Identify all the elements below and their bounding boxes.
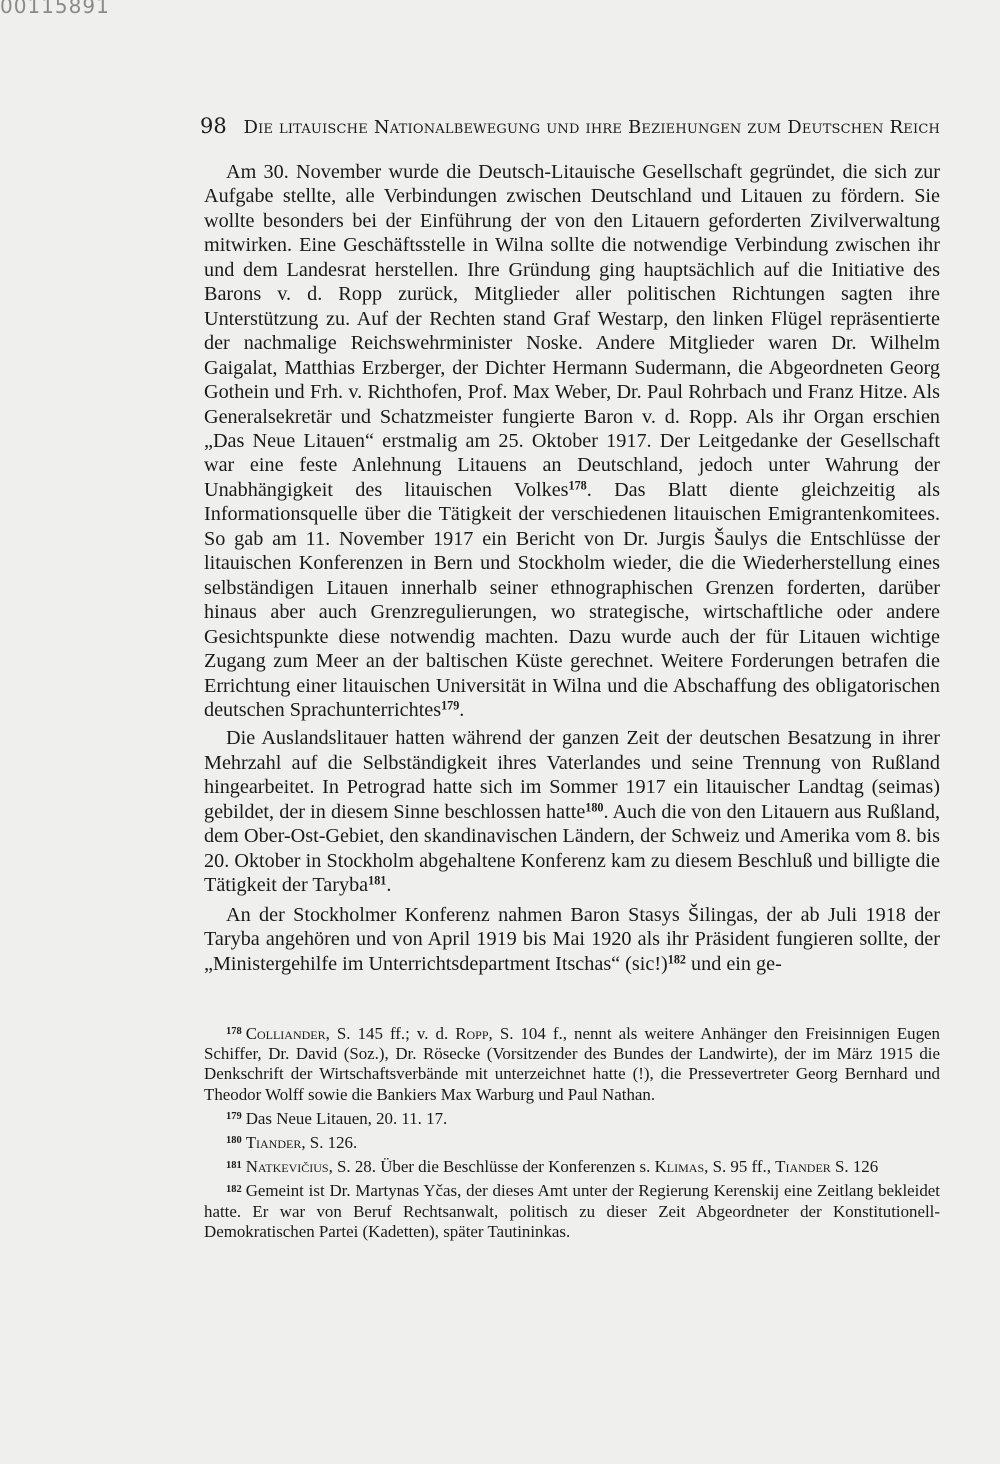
footnote-text: , S. 104 f., nennt als weitere Anhänger den Freisinnigen Eugen Schiffer, Dr. David (Soz.), Dr. Rösecke (Vorsitzender des Bundes der Landwirte), der im März 1915 die Denkschrift der Wirtschaftsverbände mit unterzeichnet hatte (!), die Pressevertreter Georg Bernhard und Theodor Wolff sowie die Bankiers Max Warburg und Paul Nathan. — [204, 1024, 940, 1104]
footnote — [204, 1133, 940, 1153]
footnotes — [204, 1024, 940, 1246]
footnote-ref: 182 — [667, 951, 686, 966]
footnote-ref: 178 — [568, 478, 587, 493]
text-run: . Das Blatt diente gleichzeitig als Informationsquelle über die Tätigkeit der verschiedenen litauischen Emigrantenkomitees. So gab am 11. November 1917 ein Bericht von Dr. Jurgis Šaulys die Entschlüsse der litauischen Konferenzen in Bern und Stockholm wieder, die die Wiederherstellung eines selbständigen Litauen innerhalb seiner ethnographischen Grenzen forderten, darüber hinaus aber auch Grenzregulierungen, wo strategische, wirtschaftliche oder andere Gesichtspunkte diese notwendig machten. Dazu wurde auch der für Litauen wichtige Zugang zum Meer an der baltischen Küste gerechnet. Weitere Forderungen betrafen die Errichtung einer litauischen Universität in Wilna und die Abschaffung des obligatorischen deutschen Sprachunterrichtes — [204, 478, 941, 721]
footnote — [204, 1157, 940, 1177]
text-run: . — [386, 874, 392, 897]
footnote-text: , S. 126. — [301, 1133, 358, 1153]
footnote-number: 181 — [226, 1159, 242, 1171]
paragraph — [204, 726, 940, 897]
text-run: Die Auslandslitauer hatten während der ganzen Zeit der deutschen Besatzung in ihrer Mehrzahl auf die Selbständigkeit ihres Vaterlandes und seine Trennung von Rußland hingearbeitet. In Petrograd hatte sich im Sommer 1917 ein litauischer Landtag (seimas) gebildet, der in diesem Sinne beschlossen hatte — [204, 727, 940, 823]
footnote-text: Gemeint ist Dr. Martynas Yčas, der dieses Amt unter der Regierung Kerenskij eine Zeitlang bekleidet hatte. Er war von Beruf Rechtsanwalt, politisch zu dieser Zeit Abgeordneter der Konstitutionell-Demokratischen Partei (Kadetten), später Tautininkas. — [204, 1181, 940, 1241]
footnote-ref: 181 — [368, 873, 387, 888]
paragraph — [204, 160, 940, 722]
footnote-ref: 179 — [441, 698, 460, 713]
footnote-text: , S. 145 ff.; v. d. — [325, 1024, 456, 1043]
text-run: . Auch die von den Litauern aus Rußland, dem Ober-Ost-Gebiet, den skandinavischen Ländern, der Schweiz und Amerika vom 8. bis 20. Oktober in Stockholm abgehaltene Konferenz kam zu diesem Beschluß und billigte die Tätigkeit der Taryba — [204, 800, 940, 897]
text-run: und ein ge- — [685, 952, 782, 975]
footnote-text: Das Neue Litauen, 20. 11. 17. — [245, 1108, 448, 1128]
running-header — [200, 114, 940, 138]
footnote-number: 178 — [226, 1026, 242, 1038]
footnote — [204, 1109, 940, 1129]
text-run: . — [459, 698, 465, 721]
page-number: 98 — [200, 114, 227, 138]
author-name: Colliander — [245, 1024, 326, 1043]
footnote — [204, 1181, 940, 1242]
author-name: Tiander — [245, 1133, 302, 1153]
author-name: Natkevičius — [245, 1157, 329, 1177]
footnote-ref: 180 — [585, 800, 604, 815]
main-text — [204, 160, 940, 981]
text-run: Am 30. November wurde die Deutsch-Litauische Gesellschaft gegründet, die sich zur Aufgabe stellte, alle Verbindungen zwischen Deutschland und Litauen zu fördern. Sie wollte besonders bei der Einführung der von den Litauern geforderten Zivilverwaltung mitwirken. Eine Geschäftsstelle in Wilna sollte die notwendige Verbindung zwischen ihr und dem Landesrat herstellen. Ihre Gründung ging hauptsächlich auf die Initiative des Barons v. d. Ropp zurück, Mitglieder aller politischen Richtungen sagten ihre Unterstützung zu. Auf der Rechten stand Graf Westarp, den linken Flügel repräsentierte der nachmalige Reichswehrminister Noske. Andere Mitglieder waren Dr. Wilhelm Gaigalat, Matthias Erzberger, der Dichter Hermann Sudermann, die Abgeordneten Georg Gothein und Frh. v. Richthofen, Prof. Max Weber, Dr. Paul Rohrbach und Franz Hitze. Als Generalsekretär und Schatzmeister fungierte Baron v. d. Ropp. Als ihr Organ erschien „Das Neue Litauen“ erstmalig am 25. Oktober 1917. Der Leitgedanke der Gesellschaft war eine feste Anlehnung Litauens an Deutschland, jedoch unter Wahrung der Unabhängigkeit des litauischen Volkes — [204, 161, 940, 501]
footnote-number: 179 — [226, 1111, 242, 1123]
author-name: Klimas — [654, 1157, 705, 1177]
footnote-text: , S. 95 ff., — [704, 1157, 776, 1177]
footnote-text: S. 126 — [830, 1157, 879, 1177]
paragraph — [204, 903, 940, 976]
text-run: An der Stockholmer Konferenz nahmen Baron Stasys Šilingas, der ab Juli 1918 der Taryba angehören und von April 1919 bis Mai 1920 als ihr Präsident fungieren sollte, der „Ministergehilfe im Unterrichtsdepartment Itschas“ (sic!) — [204, 903, 940, 975]
footnote-number: 182 — [226, 1183, 242, 1195]
author-name: Tiander — [775, 1157, 831, 1177]
footnote-text: , S. 28. Über die Beschlüsse der Konferenzen s. — [328, 1157, 655, 1177]
scan-identifier: 00115891 — [0, 0, 110, 18]
footnote-number: 180 — [226, 1135, 242, 1147]
footnote — [204, 1024, 940, 1105]
author-name: Ropp — [455, 1024, 489, 1043]
running-title: Die litauische Nationalbewegung und ihre Beziehungen zum Deutschen Reich — [243, 117, 940, 138]
